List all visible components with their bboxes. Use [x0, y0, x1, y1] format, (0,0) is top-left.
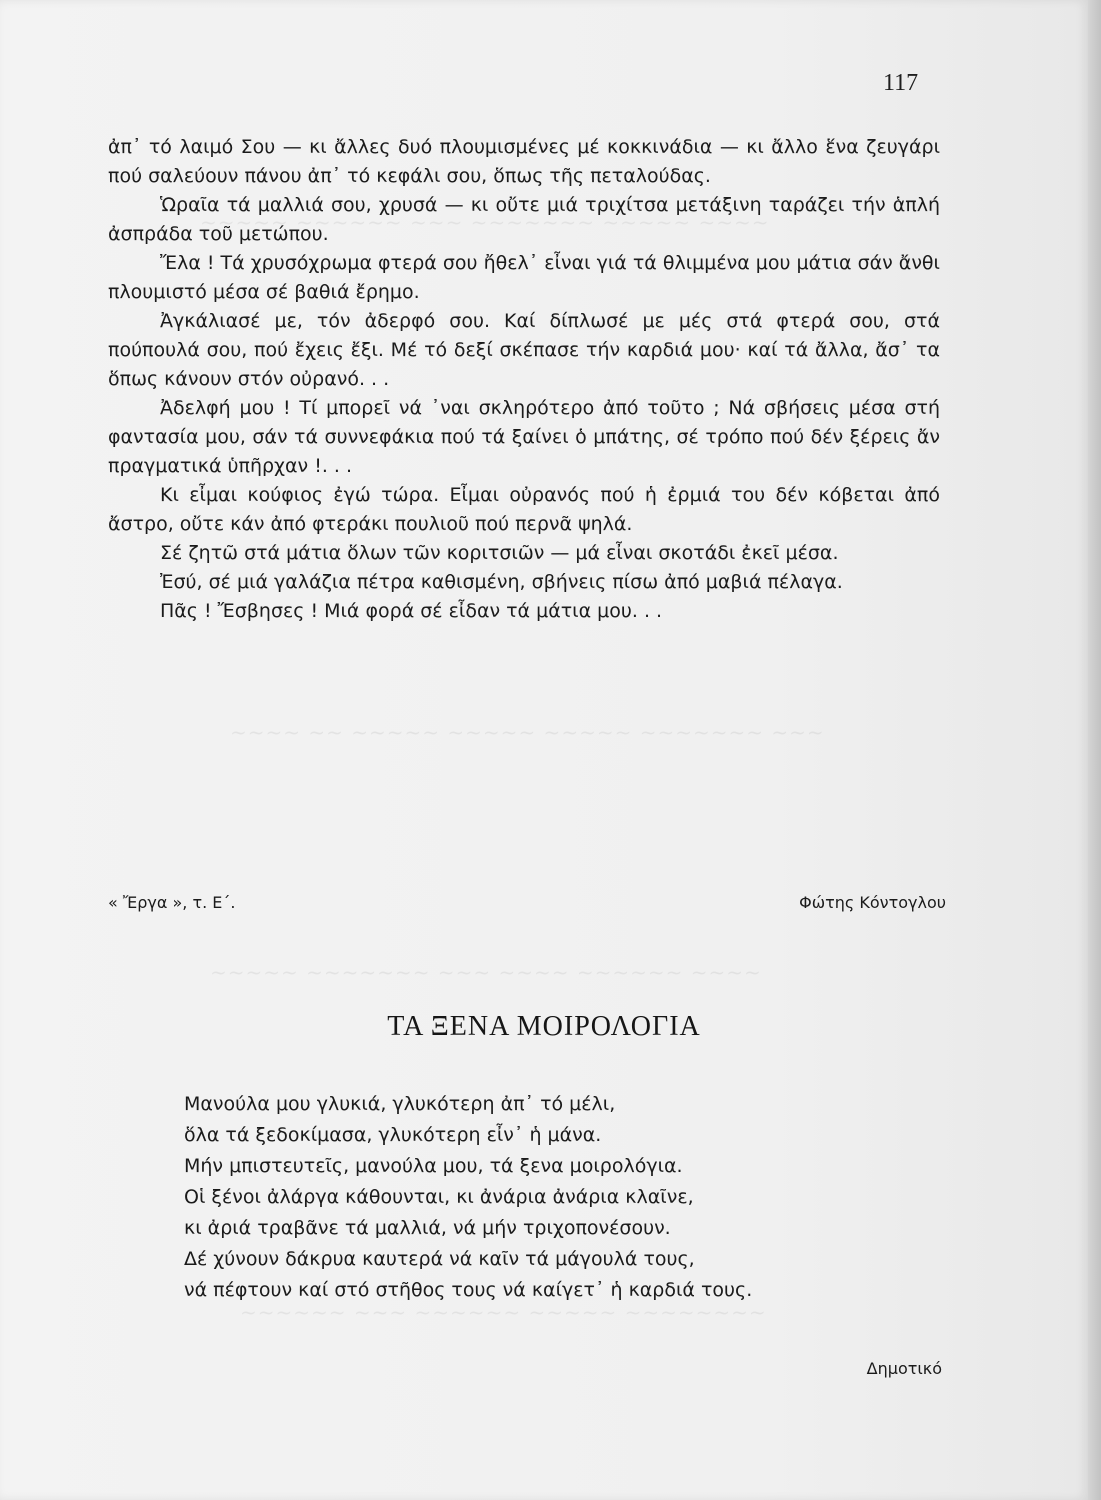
- bleed-through-text: ~~~~ ~~ ~~~~~ ~~~~~ ~~~~~ ~~~~~~~ ~~~: [230, 720, 825, 744]
- poem-line: Δέ χύνουν δάκρυα καυτερά νά καῖν τά μάγουλά τους,: [184, 1248, 695, 1270]
- citation-row: [108, 893, 946, 912]
- prose-paragraph: Κι εἶμαι κούφιος ἐγώ τώρα. Εἶμαι οὐρανός πού ἡ ἐρμιά του δέν κόβεται ἀπό ἄστρο, οὔτε κάν ἀπό φτεράκι πουλιοῦ πού περνᾶ ψηλά.: [108, 484, 940, 535]
- prose-paragraph: Ἐσύ, σέ μιά γαλάζια πέτρα καθισμένη, σβήνεις πίσω ἀπό μαβιά πέλαγα.: [160, 571, 843, 593]
- poem-line: κι ἀριά τραβᾶνε τά μαλλιά, νά μήν τριχοπονέσουν.: [184, 1217, 671, 1239]
- poem-title: ΤΑ ΞΕΝΑ ΜΟΙΡΟΛΟΓΙΑ: [387, 1011, 701, 1042]
- prose-paragraph: Σέ ζητῶ στά μάτια ὅλων τῶν κοριτσιῶν — μά εἶναι σκοτάδι ἐκεῖ μέσα.: [160, 542, 839, 564]
- poem-line: νά πέφτουν καί στό στῆθος τους νά καίγετ᾽ ἡ καρδιά τους.: [184, 1279, 753, 1301]
- bleed-through-text: ~~~~~~ ~~~ ~~~~~~ ~~~~~ ~~~~~~~~: [240, 1300, 767, 1324]
- poem-body: [184, 1089, 944, 1306]
- page-number: 117: [883, 70, 919, 96]
- prose-paragraph: Πᾶς ! Ἔσβησες ! Μιά φορά σέ εἶδαν τά μάτια μου. . .: [160, 600, 663, 622]
- page-edge: [1088, 0, 1101, 1500]
- bleed-through-text: ~~~~~ ~~~~~~~ ~~~ ~~~~ ~~~~~~ ~~~~: [210, 960, 762, 984]
- prose-paragraph: Ἔλα ! Τά χρυσόχρωμα φτερά σου ἤθελ᾽ εἶναι γιά τά θλιμμένα μου μάτια σάν ἄνθι πλουμιστό μέσα σέ βαθιά ἔρημο.: [108, 252, 940, 303]
- poem-line: Οἱ ξένοι ἀλάργα κάθουνται, κι ἀνάρια ἀνάρια κλαῖνε,: [184, 1186, 694, 1208]
- poem-attribution: Δημοτικό: [866, 1359, 942, 1378]
- prose-body: [108, 133, 940, 626]
- poem-line: Μήν μπιστευτεῖς, μανούλα μου, τά ξενα μοιρολόγια.: [184, 1155, 683, 1177]
- citation-source: « Ἔργα », τ. Ε΄.: [108, 893, 236, 912]
- bleed-through-text: ~~~~~ ~~~~~~ ~~~ ~~~~~~~ ~~~~~ ~~~~: [200, 210, 770, 234]
- prose-paragraph: ἀπ᾽ τό λαιμό Σου — κι ἄλλες δυό πλουμισμένες μέ κοκκινάδια — κι ἄλλο ἕνα ζευγάρι πού σαλεύουν πάνου ἀπ᾽ τό κεφάλι σου, ὅπως τῆς πεταλούδας.: [108, 136, 940, 187]
- poem-line: ὅλα τά ξεδοκίμασα, γλυκότερη εἶν᾽ ἡ μάνα.: [184, 1124, 602, 1146]
- poem-line: Μανούλα μου γλυκιά, γλυκότερη ἀπ᾽ τό μέλι,: [184, 1093, 616, 1115]
- prose-paragraph: Ὡραῖα τά μαλλιά σου, χρυσά — κι οὔτε μιά τριχίτσα μετάξινη ταράζει τήν ἁπλή ἀσπράδα τοῦ μετώπου.: [108, 194, 940, 245]
- prose-paragraph: Ἀγκάλιασέ με, τόν ἀδερφό σου. Καί δίπλωσέ με μές στά φτερά σου, στά πούπουλά σου, πού ἔχεις ἔξι. Μέ τό δεξί σκέπασε τήν καρδιά μου· καί τά ἄλλα, ἄσ᾽ τα ὅπως κάνουν στόν οὐρανό. . .: [108, 310, 940, 390]
- prose-paragraph: Ἀδελφή μου ! Τί μπορεῖ νά ᾽ναι σκληρότερο ἀπό τοῦτο ; Νά σβήσεις μέσα στή φαντασία μου, σάν τά συννεφάκια πού τά ξαίνει ὁ μπάτης, σέ τρόπο πού δέν ξέρεις ἄν πραγματικά ὑπῆρχαν !. . .: [108, 397, 940, 477]
- citation-author: Φώτης Κόντογλου: [799, 893, 946, 912]
